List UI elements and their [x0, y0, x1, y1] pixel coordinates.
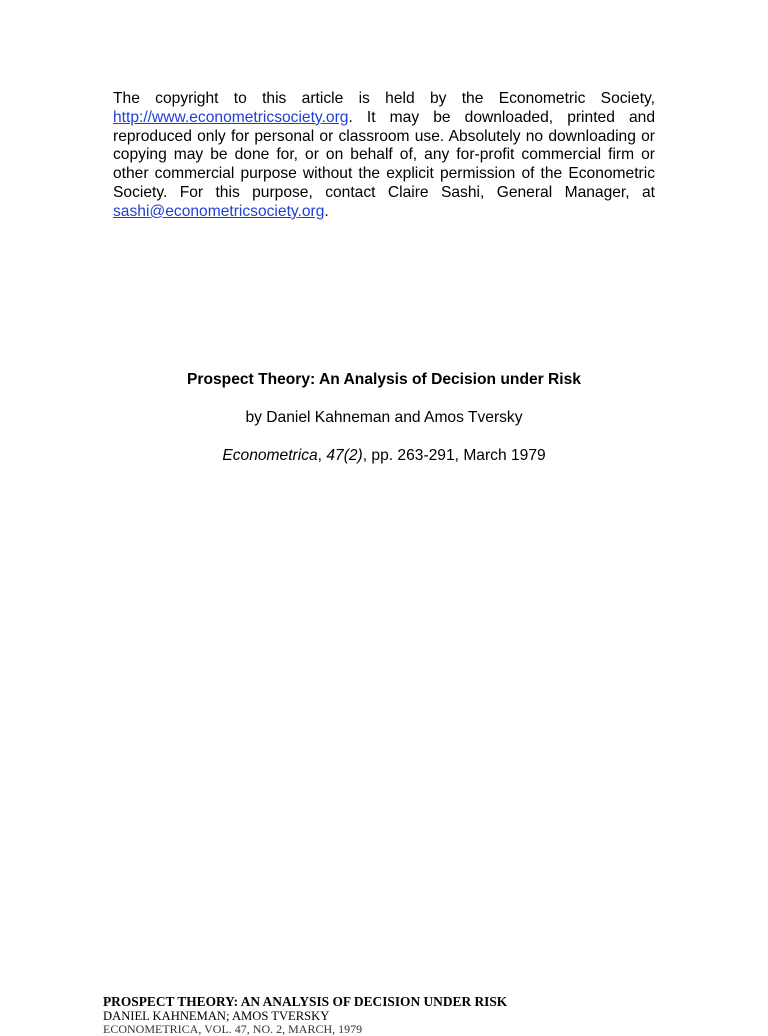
copyright-text-start: The copyright to this article is held by the Econometric Society,	[113, 90, 655, 107]
article-citation	[0, 447, 768, 465]
footer-header	[103, 994, 508, 1036]
copyright-text-middle: . It may be downloaded, printed and reproduced only for personal or classroom use. Absolutely no downloading or copying may be done for, or on behalf of, any for-profit commercial firm or other commercial purpose without the explicit permission of the Econometric Society. For this purpose, contact Claire Sashi, General Manager, at	[113, 108, 655, 201]
footer-title: PROSPECT THEORY: AN ANALYSIS OF DECISION UNDER RISK	[103, 994, 508, 1009]
copyright-text-end: .	[324, 202, 329, 220]
article-byline: by Daniel Kahneman and Amos Tversky	[245, 409, 523, 426]
footer-authors: DANIEL KAHNEMAN; AMOS TVERSKY	[103, 1009, 330, 1023]
volume-issue: 47(2)	[326, 447, 363, 464]
journal-name: Econometrica	[222, 447, 318, 464]
article-title: Prospect Theory: An Analysis of Decision under Risk	[187, 371, 581, 388]
footer-cut-line: ECONOMETRICA, VOL. 47, NO. 2, MARCH, 1979	[103, 1022, 363, 1036]
pages-date: , pp. 263-291, March 1979	[362, 447, 546, 464]
econometric-society-link[interactable]: http://www.econometricsociety.org	[113, 108, 349, 126]
citation-comma: ,	[317, 447, 327, 464]
copyright-notice	[113, 90, 655, 222]
email-link[interactable]: sashi@econometricsociety.org	[113, 202, 325, 220]
